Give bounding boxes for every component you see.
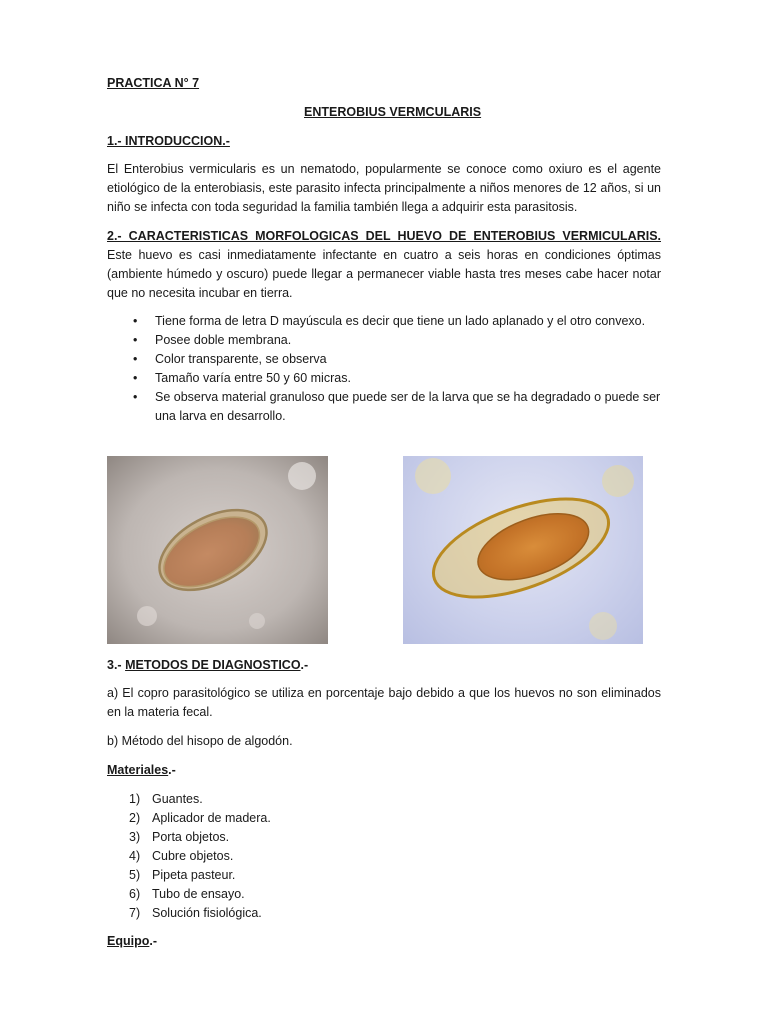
egg-micrograph-left bbox=[107, 456, 328, 644]
item-number: 1) bbox=[129, 792, 141, 806]
practice-number: PRACTICA N° 7 bbox=[107, 76, 200, 90]
morphology-heading: 2.- CARACTERISTICAS MORFOLOGICAS DEL HUEVO DE ENTEROBIUS VERMICULARIS. bbox=[107, 229, 661, 243]
materials-list bbox=[107, 790, 507, 923]
bullet-text: Posee doble membrana. bbox=[155, 333, 292, 347]
item-text: Solución fisiológica. bbox=[152, 906, 262, 920]
list-item bbox=[107, 388, 667, 426]
morphology-text: Este huevo es casi inmediatamente infectante en cuatro a seis horas en condiciones óptimas (ambiente húmedo y oscuro) puede llegar a permanecer viable hasta tres meses cabe hacer notar que no necesita incubar en tierra. bbox=[107, 248, 661, 300]
item-number: 4) bbox=[129, 849, 141, 863]
bullet-icon: • bbox=[133, 390, 138, 404]
item-text: Porta objetos. bbox=[152, 830, 230, 844]
bullet-text: Tiene forma de letra D mayúscula es decir que tiene un lado aplanado y el otro convexo. bbox=[155, 314, 646, 328]
morphology-paragraph bbox=[107, 227, 661, 303]
list-item bbox=[107, 369, 667, 388]
list-item bbox=[107, 312, 667, 331]
list-item bbox=[107, 790, 507, 809]
list-item bbox=[107, 331, 667, 350]
item-text: Aplicador de madera. bbox=[152, 811, 271, 825]
item-text: Pipeta pasteur. bbox=[152, 868, 236, 882]
list-item bbox=[107, 885, 507, 904]
materials-title: Materiales bbox=[107, 763, 169, 777]
bullet-icon: • bbox=[133, 314, 138, 328]
morphology-bullet-list bbox=[107, 312, 667, 426]
list-item bbox=[107, 350, 667, 369]
item-text: Guantes. bbox=[152, 792, 203, 806]
equipment-suffix: .- bbox=[149, 934, 157, 948]
materials-heading bbox=[107, 761, 176, 780]
bullet-icon: • bbox=[133, 333, 138, 347]
bullet-text: Tamaño varía entre 50 y 60 micras. bbox=[155, 371, 351, 385]
item-number: 3) bbox=[129, 830, 141, 844]
intro-paragraph: El Enterobius vermicularis es un nematodo, popularmente se conoce como oxiuro es el agente etiológico de la enterobiasis, este parasito infecta principalmente a niños menores de 12 años, si un niño se infecta con toda seguridad la familia también llega a adquirir esta parasitosis. bbox=[107, 162, 661, 214]
bullet-icon: • bbox=[133, 371, 138, 385]
diagnostics-title: METODOS DE DIAGNOSTICO bbox=[125, 658, 301, 672]
intro-heading: 1.- INTRODUCCION.- bbox=[107, 134, 230, 148]
egg-micrograph-right bbox=[403, 456, 643, 644]
item-number: 5) bbox=[129, 868, 141, 882]
equipment-title: Equipo bbox=[107, 934, 150, 948]
document-title: ENTEROBIUS VERMCULARIS bbox=[304, 105, 482, 119]
list-item bbox=[107, 904, 507, 923]
diagnostics-item-b: b) Método del hisopo de algodón. bbox=[107, 734, 293, 748]
list-item bbox=[107, 866, 507, 885]
item-number: 7) bbox=[129, 906, 141, 920]
diagnostics-item-a: a) El copro parasitológico se utiliza en porcentaje bajo debido a que los huevos no son eliminados en la materia fecal. bbox=[107, 686, 661, 719]
bullet-text: Color transparente, se observa bbox=[155, 352, 327, 366]
materials-suffix: .- bbox=[168, 763, 176, 777]
bullet-text: Se observa material granuloso que puede ser de la larva que se ha degradado o puede ser una larva en desarrollo. bbox=[155, 390, 661, 423]
item-text: Tubo de ensayo. bbox=[152, 887, 245, 901]
diagnostics-number: 3.- bbox=[107, 658, 126, 672]
bullet-icon: • bbox=[133, 352, 138, 366]
diagnostics-heading bbox=[107, 656, 308, 675]
item-number: 2) bbox=[129, 811, 141, 825]
diagnostics-suffix: .- bbox=[300, 658, 309, 672]
item-number: 6) bbox=[129, 887, 141, 901]
equipment-heading bbox=[107, 932, 157, 951]
list-item bbox=[107, 828, 507, 847]
list-item bbox=[107, 809, 507, 828]
item-text: Cubre objetos. bbox=[152, 849, 234, 863]
list-item bbox=[107, 847, 507, 866]
